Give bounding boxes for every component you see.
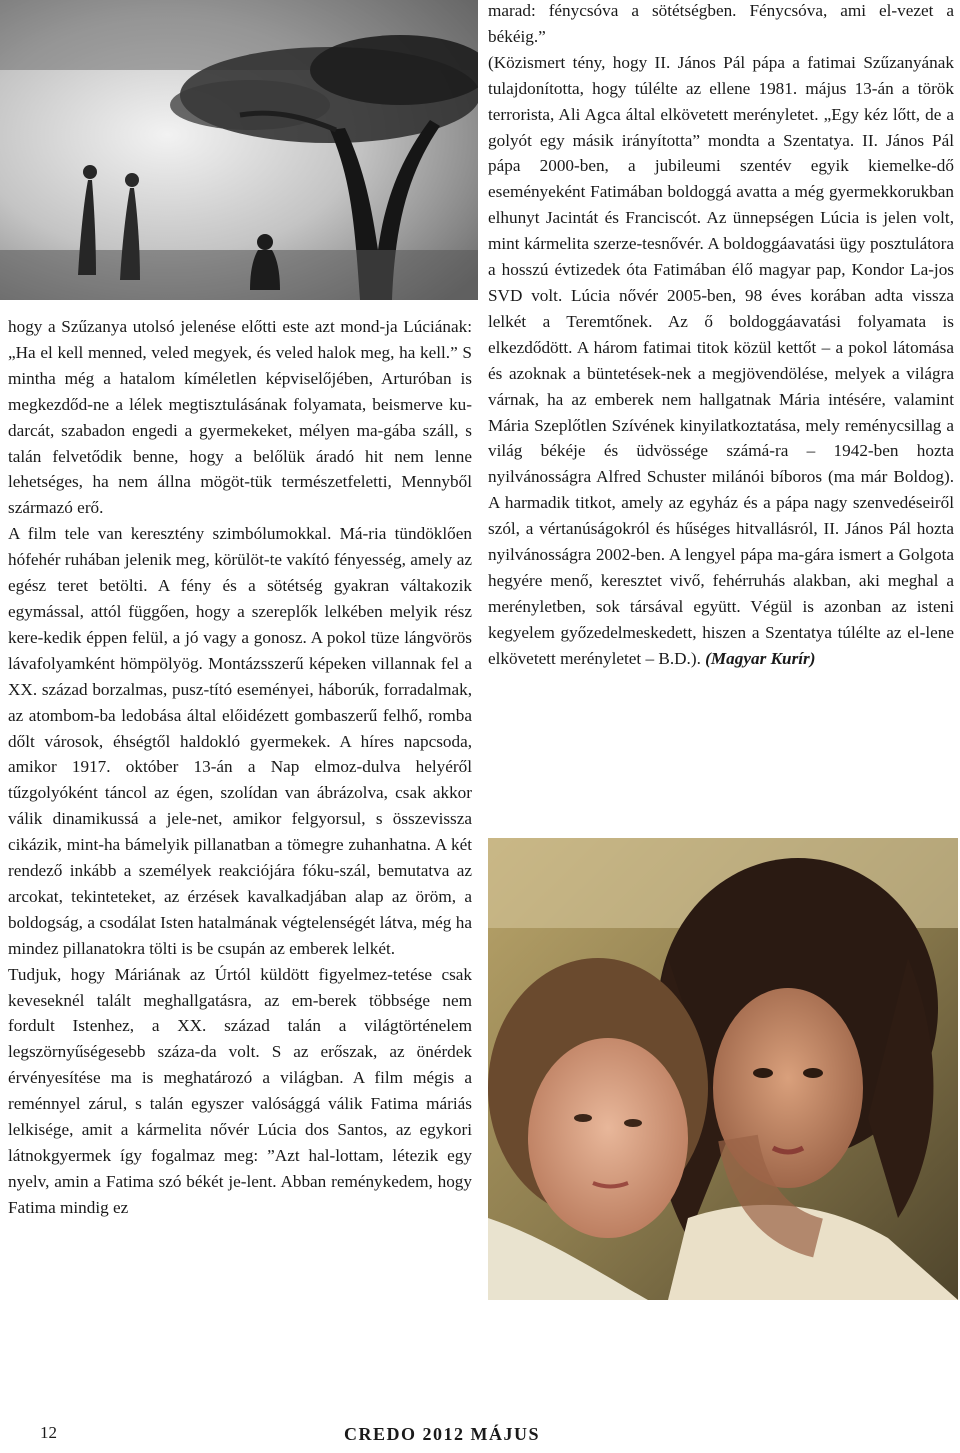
article-paragraph-text: (Közismert tény, hogy II. János Pál pápa a fatimai Szűzanyának tulajdonította, hogy túlélte az ellene 1981. május 13-án a török terrorista, Ali Agca által elkövetett merényletet. „Egy kéz lőtt, de a golyót egy másik irányította” mondta a Szentatya. II. János Pál pápa 2000-ben, a jubileumi szentév egyik kiemelke-dő eseményeként Fatimában boldoggá avatta a még gyermekkorukban elhunyt Jacintát és Franciscót. Az ünnepségen Lúcia is jelen volt, mint kármelita szerze-tesnővér. A boldoggáavatási ügy posztulátora a hosszú évtizedek óta Fatimában élő magyar pap, Kondor La-jos SVD volt. Lúcia nővér 2005-ben, 98 éves korában adta vissza lelkét a Teremtőnek. Az ő boldoggáavatási folyamata is elkezdődött. A három fatimai titok közül kettőt – a pokol látomása és azoknak a büntetések-nek a megjövendölése, melyek a világra várnak, ha az emberek nem hallgatnak Mária intésére, valamint Mária Szeplőtlen Szívének kinyilatkoztatása, mely reménycsillag a világ békéje és üdvössége számá-ra – 1942-ben hozta nyilvánosságra Alfred Schuster milánói bíboros (ma már Boldog). A harmadik titkot, amely az egyház és a pápa nagy szenvedéseiről szól, a vértanúságokról és hűséges hitvallásról, II. János Pál hozta nyilvánosságra 2002-ben. A lengyel pápa ma-gára ismert a Golgota hegyére menő, keresztet vivő, fehérruhás alakban, aki meghal a merényletben, sok társával együtt. Végül is azonban az isteni kegyelem győzedelmeskedett, hiszen a Szentatya túlélte az el-lene elkövetett merényletet – B.D.). [488,52,954,668]
right-text-column [488,0,954,672]
left-text-column [8,314,472,1221]
article-paragraph-with-source [488,50,954,672]
two-women-illustration [488,838,958,1300]
article-paragraph: A film tele van keresztény szimbólumokkal. Má-ria tündöklően hófehér ruhában jelenik meg, körülöt-te vakító fényesség, amely az egész teret betölti. A fény és a sötétség gyakran váltakozik egymással, attól függően, hogy a szereplők lelkében melyik rész kere-kedik éppen felül, a jó vagy a gonosz. A pokol tüze lángvörös lávafolyamként hömpölyög. Montázsszerű képeken villannak fel a XX. század borzalmas, pusz-tító eseményei, háborúk, forradalmak, az atombom-ba ledobása által előidézett gombaszerű felhő, romba dőlt városok, éhségtől haldokló gyermekek. A híres napcsoda, amikor 1917. október 13-án a Nap elmoz-dulva helyéről tűzgolyóként táncol az égen, szolídan van ábrázolva, csak akkor válik dinamikussá a jele-net, amikor felgyorsul, s összevissza cikázik, mint-ha bámelyik pillanatban a tömegre zuhanhatna. A két rendező inkább a személyek reakciójára fóku-szál, bemutatva az arcokat, tekinteteket, az érzések kavalkadjában alap az öröm, a boldogság, a csodálat Isten hatalmának végtelenségét látva, még ha mindez pillanatokra tölti is be csupán az emberek lelkét. [8,524,472,958]
film-still-two-women-photo [488,838,958,1300]
source-credit: (Magyar Kurír) [705,648,816,668]
tree-silhouette-illustration [0,0,478,300]
article-paragraph: hogy a Szűzanya utolsó jelenése előtti este azt mond-ja Lúciának: „Ha el kell menned, veled megyek, és veled halok meg, ha kell.” S mintha még a hatalom kíméletlen képviselőjében, Arturóban is megkezdőd-ne a lélek megtisztulásának folyamata, beismerve ku-darcát, szabadon engedi a gyermekeket, mélyen ma-gába száll, s talán felvetődik benne, hogy a belőlük áradó hit nem lenne lehetséges, ha nem állna mögöt-tük természetfeletti, Mennyből származó erő. [8,317,472,518]
article-paragraph: Tudjuk, hogy Máriának az Úrtól küldött figyelmez-tetése csak keveseknél talált meghallgatásra, az em-berek többsége nem fordult Istenhez, a XX. század talán a világtörténelem legszörnyűségesebb száza-da volt. S az erőszak, az önérdek érvényesítése ma is meghatározó a világban. A film mégis a reménnyel zárul, s talán egyszer valósággá válik Fatima máriás lelkisége, amit a kármelita nővér Lúcia dos Santos, az egykori látnokgyermek így fogalmaz meg: ”Azt hal-lottam, létezik egy nyelv, amin a Fatima szó békét je-lent. Abban reménykedem, hogy Fatima mindig ez [8,964,472,1217]
article-paragraph: marad: fénycsóva a sötétségben. Fénycsóva, ami el-vezet a békéig.” [488,1,954,46]
film-still-tree-photo [0,0,478,300]
publication-footer: CREDO 2012 MÁJUS [344,1424,541,1444]
page-number: 12 [40,1423,57,1442]
